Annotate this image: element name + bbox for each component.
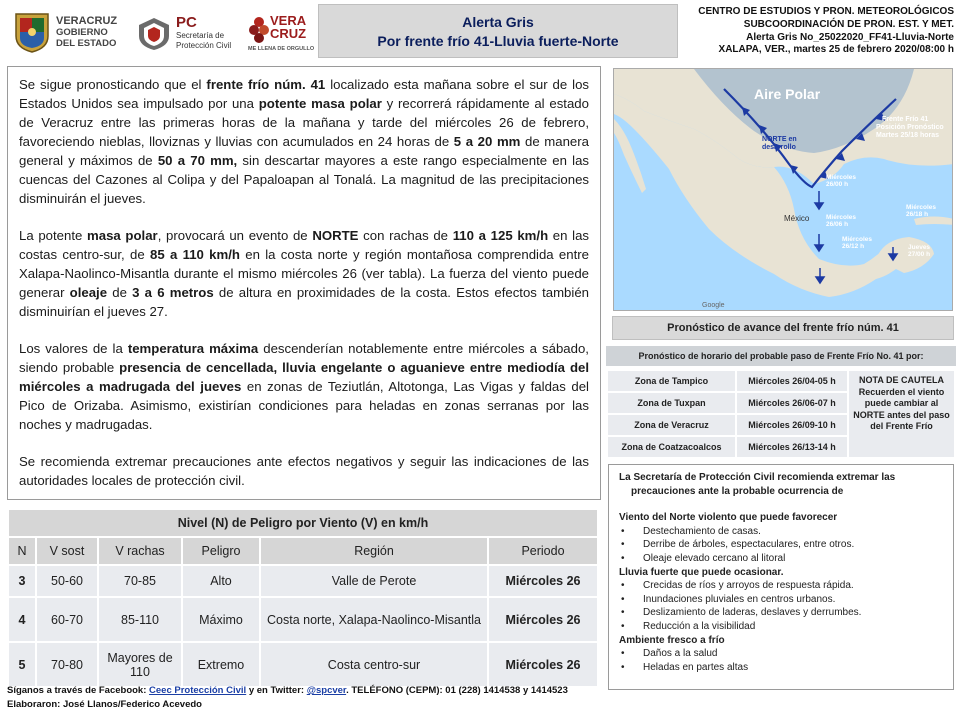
norte-label: NORTE en desarrollo: [762, 136, 797, 151]
list-item: • Crecidas de ríos y arroyos de respuesta rápida.: [619, 579, 943, 593]
follow-text: Síganos a través de Facebook:: [7, 685, 150, 696]
phone-text: . TELÉFONO (CEPM): 01 (228) 1414538 y 1414523: [346, 685, 568, 696]
authors-line: Elaboraron: José Llanos/Federico Acevedo: [7, 698, 202, 710]
schedule-table: [606, 369, 956, 459]
caution-note: NOTA DE CAUTELA Recuerden el viento puede cambiar al NORTE antes del paso del Frente Frío: [849, 371, 954, 457]
vera-text: VERA: [270, 13, 307, 28]
gust-cell: 70-85: [99, 566, 181, 596]
level-cell: 3: [9, 566, 35, 596]
alert-title: Alerta Gris: [462, 14, 534, 30]
body-text: , provocará un evento de: [157, 228, 313, 243]
wed-06-label: Miércoles 26/06 h: [826, 214, 856, 228]
zone-cell: Zona de Veracruz: [608, 415, 735, 435]
veracruz-seal-icon: [12, 10, 52, 54]
facebook-link[interactable]: Ceec Protección Civil: [149, 685, 247, 696]
air-polar-label: Aire Polar: [754, 86, 821, 102]
list-item: • Heladas en partes altas: [619, 661, 943, 675]
alert-subtitle: Por frente frío 41-Lluvia fuerte-Norte: [377, 33, 619, 49]
org-line: XALAPA, VER., martes 25 de febrero 2020/08:00 h: [718, 44, 954, 56]
twitter-link[interactable]: @spcver: [306, 685, 347, 696]
time-cell: Miércoles 26/04-05 h: [737, 371, 847, 391]
front-position-label: Frente Frío 41 Posición Pronóstico Martes 25/18 horas: [876, 116, 944, 139]
table-header-row: [9, 538, 597, 564]
emphasis-text: 5 a 20 mm: [453, 134, 521, 149]
body-text: en la costa norte y región montañosa comprendida entre Xalapa-Naolinco-Misantla durante el mismo miércoles 26 (ver tabla). La fuerza del viento puede generar: [19, 247, 589, 300]
wed-12-label: Miércoles 26/12 h: [842, 236, 872, 250]
section-heading: Viento del Norte violento que puede favorecer: [619, 512, 838, 524]
recommendation-title: La Secretaría de Protección Civil recomienda extremar las: [619, 472, 896, 483]
zone-cell: Zona de Tampico: [608, 371, 735, 391]
footer: [7, 684, 607, 711]
table-row: [9, 643, 597, 686]
pc-shield-icon: [136, 16, 172, 52]
time-cell: Miércoles 26/13-14 h: [737, 437, 847, 457]
wed-18-label: Miércoles 26/18 h: [906, 204, 936, 218]
list-item: • Reducción a la visibilidad: [619, 620, 943, 634]
body-text: Se sigue pronosticando que el: [19, 77, 207, 92]
danger-cell: Máximo: [183, 598, 259, 641]
list-item: • Daños a la salud: [619, 647, 943, 661]
list-item: • Oleaje elevado cercano al litoral: [619, 552, 943, 566]
wind-danger-table: [7, 508, 599, 688]
level-cell: 5: [9, 643, 35, 686]
map-graphic: [614, 69, 953, 311]
table-row: [9, 566, 597, 596]
emphasis-text: temperatura máxima: [127, 341, 259, 356]
mexico-label: México: [784, 214, 810, 223]
twitter-text: y en Twitter:: [246, 685, 307, 696]
period-cell: Miércoles 26: [489, 566, 597, 596]
column-header: V rachas: [99, 538, 181, 564]
forecast-paragraph-4: [19, 452, 589, 490]
body-text: Se recomienda extremar precauciones ante efectos negativos y seguir las indicaciones de las autoridades locales de protección civil.: [19, 454, 589, 488]
body-text: de manera general y máximos de: [19, 134, 589, 168]
column-header: V sost: [37, 538, 97, 564]
region-cell: Costa centro-sur: [261, 643, 487, 686]
recommendation-subtitle: precauciones ante la probable ocurrencia de: [631, 485, 844, 497]
time-cell: Miércoles 26/09-10 h: [737, 415, 847, 435]
recommendation-box: [608, 464, 954, 690]
section-heading: Ambiente fresco a frío: [619, 634, 725, 646]
level-cell: 4: [9, 598, 35, 641]
body-text: sin descartar mayores a este rango especialmente en las cuencas del Cazones al Colipa y del Papaloapan al Tonalá. La magnitud de las precipitaciones disminuirán el jueves.: [19, 153, 590, 206]
forecast-text-panel: [7, 66, 601, 500]
column-header: Región: [261, 538, 487, 564]
contact-line: [7, 684, 607, 698]
body-text: de altura en proximidades de la costa. Estos efectos también disminuirían el jueves 27.: [19, 285, 589, 319]
pc-logo: [136, 6, 246, 60]
veracruz-flower-icon: [248, 14, 270, 44]
body-text: de: [107, 285, 133, 300]
emphasis-text: 85 a 110 km/h: [150, 247, 240, 262]
list-item: • Derribe de árboles, espectaculares, entre otros.: [619, 538, 943, 552]
gust-cell: Mayores de 110: [99, 643, 181, 686]
org-line: CENTRO DE ESTUDIOS Y PRON. METEOROLÓGICOS: [698, 6, 954, 17]
emphasis-text: potente masa polar: [258, 96, 382, 111]
org-line: SUBCOORDINACIÓN DE PRON. EST. Y MET.: [743, 18, 954, 30]
zone-cell: Zona de Coatzacoalcos: [608, 437, 735, 457]
veracruz-government-logo: [12, 6, 122, 60]
list-item: • Inundaciones pluviales en centros urbanos.: [619, 593, 943, 607]
emphasis-text: masa polar: [87, 228, 158, 243]
alert-title-box: [318, 4, 678, 58]
table-row: [608, 371, 954, 391]
body-text: con rachas de: [358, 228, 453, 243]
wind-effects-list: [619, 525, 943, 566]
forecast-paragraph-2: [19, 226, 589, 321]
pc-line2: Secretaría de: [176, 31, 225, 40]
column-header: Periodo: [489, 538, 597, 564]
gust-cell: 85-110: [99, 598, 181, 641]
sustained-wind-cell: 60-70: [37, 598, 97, 641]
emphasis-text: frente frío núm. 41: [206, 77, 326, 92]
pc-line3: Protección Civil: [176, 41, 232, 50]
organization-info: [682, 6, 954, 57]
danger-cell: Alto: [183, 566, 259, 596]
body-text: localizado esta mañana sobre el sur de los Estados Unidos sea impulsado por una: [19, 77, 590, 111]
sustained-wind-cell: 70-80: [37, 643, 97, 686]
emphasis-text: 3 a 6 metros: [132, 285, 214, 300]
body-text: Los valores de la: [19, 341, 128, 356]
danger-cell: Extremo: [183, 643, 259, 686]
forecast-paragraph-1: [19, 75, 589, 208]
wed-00-label: Miércoles 26/00 h: [826, 174, 856, 188]
period-cell: Miércoles 26: [489, 643, 597, 686]
front-forecast-map: [613, 68, 953, 311]
cold-effects-list: [619, 647, 943, 674]
emphasis-text: oleaje: [69, 285, 108, 300]
header-logos: [8, 6, 318, 60]
veracruz-brand: VERACRUZ: [56, 15, 118, 27]
region-cell: Valle de Perote: [261, 566, 487, 596]
column-header: N: [9, 538, 35, 564]
orgullo-slogan: ME LLENA DE ORGULLO: [248, 46, 315, 52]
emphasis-text: NORTE: [312, 228, 359, 243]
body-text: La potente: [19, 228, 88, 243]
veracruz-orgullo-logo: [248, 6, 318, 60]
body-text: descenderían notablemente entre miércoles a sábado, siendo probable: [19, 341, 589, 375]
org-line: Alerta Gris No_25022020_FF41-Lluvia-Norte: [746, 31, 954, 43]
emphasis-text: 50 a 70 mm,: [157, 153, 238, 168]
veracruz-estado-line: DEL ESTADO: [56, 38, 117, 49]
schedule-title: Pronóstico de horario del probable paso de Frente Frío No. 41 por:: [606, 346, 956, 366]
region-cell: Costa norte, Xalapa-Naolinco-Misantla: [261, 598, 487, 641]
map-caption: Pronóstico de avance del frente frío núm. 41: [612, 316, 954, 340]
emphasis-text: presencia de cencellada, lluvia engelante o aguanieve entre mediodía del miércoles a madrugada del jueves: [19, 360, 590, 394]
body-text: en las costas centro-sur, de: [19, 228, 590, 262]
rain-effects-list: [619, 579, 943, 633]
pc-brand: PC: [176, 14, 197, 31]
body-text: en zonas de Teziutlán, Altotonga, Las Vigas y faldas del Pico de Orizaba. Asimismo, existirían condiciones para heladas en zonas serranas por las noches y madrugadas.: [19, 379, 589, 432]
emphasis-text: 110 a 125 km/h: [452, 228, 549, 243]
thu-00-label: Jueves 27/00 h: [908, 244, 931, 258]
time-cell: Miércoles 26/06-07 h: [737, 393, 847, 413]
table-row: [9, 598, 597, 641]
sustained-wind-cell: 50-60: [37, 566, 97, 596]
list-item: • Destechamiento de casas.: [619, 525, 943, 539]
veracruz-gov-line: GOBIERNO: [56, 27, 108, 38]
body-text: y recorrerá rápidamente al estado de Veracruz entre las primeras horas de la mañana y tarde del miércoles 26 de febrero, favoreciendo nieblas, lloviznas y lluvias con acumulados en 24 horas de: [19, 96, 589, 149]
list-item: • Deslizamiento de laderas, deslaves y derrumbes.: [619, 606, 943, 620]
forecast-paragraph-3: [19, 339, 589, 434]
zone-cell: Zona de Tuxpan: [608, 393, 735, 413]
section-heading: Lluvia fuerte que puede ocasionar.: [619, 566, 784, 578]
google-watermark: Google: [702, 302, 725, 309]
period-cell: Miércoles 26: [489, 598, 597, 641]
table-caption: Nivel (N) de Peligro por Viento (V) en km/h: [9, 510, 597, 536]
column-header: Peligro: [183, 538, 259, 564]
cruz-text: CRUZ: [270, 26, 307, 41]
